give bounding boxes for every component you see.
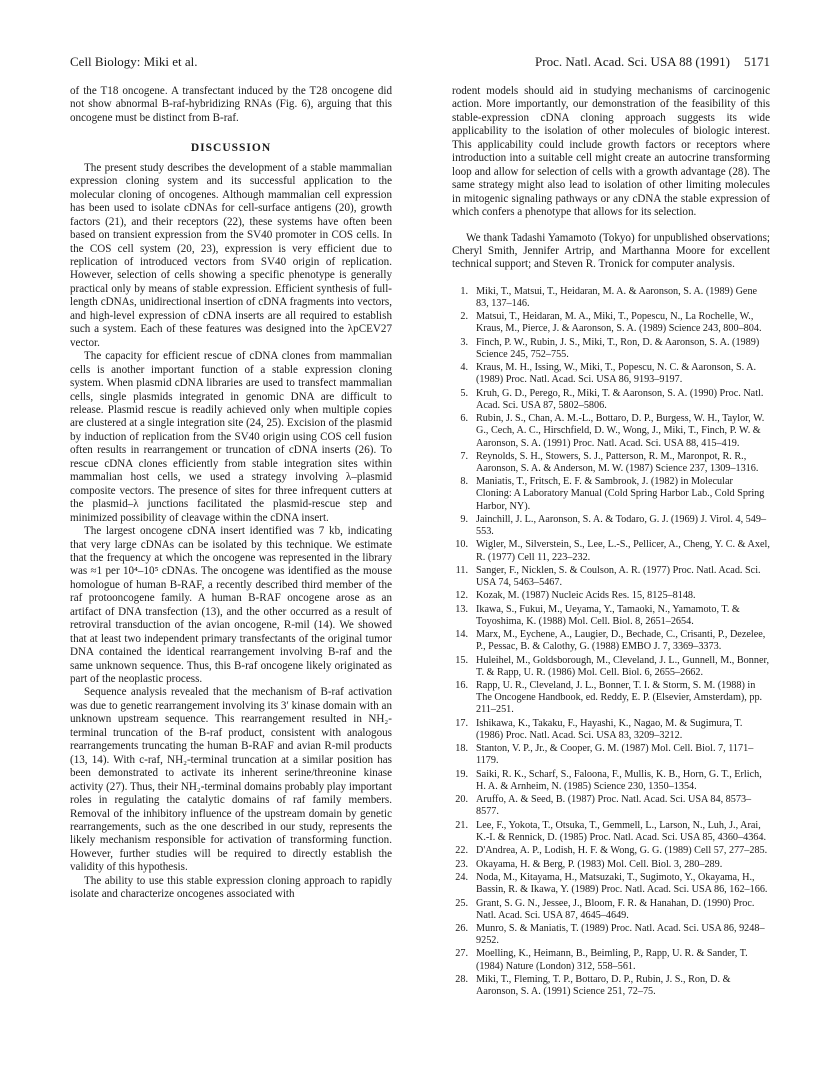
reference-number: 2. xyxy=(460,311,468,323)
reference-text: Miki, T., Matsui, T., Heidaran, M. A. & Aaronson, S. A. (1989) Gene 83, 137–146. xyxy=(476,285,758,309)
page-header xyxy=(70,54,770,74)
reference-number: 27. xyxy=(455,948,468,960)
results-paragraph-end: of the T18 oncogene. A transfectant induced by the T28 oncogene did not show abnormal B-raf-hybridizing RNAs (Fig. 6), arguing that this oncogene must be distinct from B-raf. xyxy=(70,85,392,124)
reference-text: Moelling, K., Heimann, B., Beimling, P., Rapp, U. R. & Sander, T. (1984) Nature (London) 312, 558–561. xyxy=(476,948,748,972)
reference-text: Matsui, T., Heidaran, M. A., Miki, T., Popescu, N., La Rochelle, W., Kraus, M., Pierce, J. & Aaronson, S. A. (1989) Science 243, 800–804. xyxy=(476,311,762,335)
reference-number: 7. xyxy=(460,450,468,462)
reference-item xyxy=(452,923,770,947)
reference-list xyxy=(452,286,770,998)
reference-item xyxy=(452,590,770,602)
reference-item xyxy=(452,859,770,871)
reference-number: 16. xyxy=(455,680,468,692)
reference-item xyxy=(452,476,770,512)
discussion-paragraph: The present study describes the development of a stable mammalian expression cloning system and its successful application to the molecular cloning of oncogenes. Although mammalian cell expression has been used to isolate cDNAs for cell-surface antigens (20), growth factors (21), and their receptors (22), these systems have often been based on transient expression from the SV40 promoter in COS cells. In the COS cell system (20, 23), expression is very efficient due to replication of introduced vectors from SV40 origin of replication. However, selection of cells showing a specific phenotype is generally practical only by means of stable expression. Efficient synthesis of full-length cDNAs, unidirectional insertion of cDNA fragments into vectors, and high-level expression of cDNA inserts are all required to establish such a system. Each of these features was designed into the λpCEV27 vector. xyxy=(70,161,392,349)
reference-item xyxy=(452,565,770,589)
reference-number: 8. xyxy=(460,476,468,488)
reference-number: 23. xyxy=(455,858,468,870)
reference-item xyxy=(452,604,770,628)
reference-item xyxy=(452,794,770,818)
discussion-paragraph: Sequence analysis revealed that the mechanism of B-raf activation was due to genetic rearrangement involving its 3′ kinase domain with an unknown upstream sequence. This rearrangement resulted in NH₂-terminal truncation of the B-raf product, consistent with analogous rearrangements truncating the human B-RAF and avian R-mil products (13, 14). With c-raf, NH₂-terminal truncation at a similar position has been demonstrated to activate its inherent serine/threonine kinase activity (27). Thus, their NH₂-terminal domains probably play important roles in regulating the catalytic domains of raf family members. Removal of the inhibitory influence of the upstream domain by genetic rearrangements, such as the one described in our study, represents the likely mechanism responsible for activation of transforming function. However, further studies will be required to directly establish the validity of this hypothesis. xyxy=(70,686,392,874)
reference-text: Ikawa, S., Fukui, M., Ueyama, Y., Tamaoki, N., Yamamoto, T. & Toyoshima, K. (1988) Mol. Cell. Biol. 8, 2651–2654. xyxy=(476,603,740,627)
reference-text: Saiki, R. K., Scharf, S., Faloona, F., Mullis, K. B., Horn, G. T., Erlich, H. A. & Arnheim, N. (1985) Science 230, 1350–1354. xyxy=(476,768,762,792)
reference-text: Wigler, M., Silverstein, S., Lee, L.-S., Pellicer, A., Cheng, Y. C. & Axel, R. (1977) Cell 11, 223–232. xyxy=(476,539,770,563)
reference-item xyxy=(452,680,770,716)
reference-text: Ishikawa, K., Takaku, F., Hayashi, K., Nagao, M. & Sugimura, T. (1986) Proc. Natl. Acad. Sci. USA 83, 3209–3212. xyxy=(476,717,743,741)
reference-number: 14. xyxy=(455,629,468,641)
reference-text: Jainchill, J. L., Aaronson, S. A. & Todaro, G. J. (1969) J. Virol. 4, 549–553. xyxy=(476,513,767,538)
reference-number: 17. xyxy=(455,717,468,729)
reference-number: 1. xyxy=(460,285,468,297)
reference-text: Marx, M., Eychene, A., Laugier, D., Bechade, C., Crisanti, P., Dezelee, P., Pessac, B. & Calothy, G. (1988) EMBO J. 7, 3369–3373. xyxy=(476,629,766,653)
reference-text: Rubin, J. S., Chan, A. M.-L., Bottaro, D. P., Burgess, W. H., Taylor, W. G., Cech, A. C., Hirschfield, D. W., Wong, J., Miki, T., Finch, P. W. & Aaronson, S. A. (1991) Proc. Natl. Acad. Sci. USA 88, 415–419. xyxy=(476,413,765,449)
reference-text: Kruh, G. D., Perego, R., Miki, T. & Aaronson, S. A. (1990) Proc. Natl. Acad. Sci. USA 87, 5802–5806. xyxy=(476,387,764,411)
reference-item xyxy=(452,820,770,844)
reference-number: 25. xyxy=(455,897,468,909)
reference-item xyxy=(452,769,770,793)
reference-text: Miki, T., Fleming, T. P., Bottaro, D. P., Rubin, J. S., Ron, D. & Aaronson, S. A. (1991) Science 251, 72–75. xyxy=(476,973,731,998)
page-number: 5171 xyxy=(744,54,770,69)
running-title: Cell Biology: Miki et al. xyxy=(70,54,198,69)
reference-text: Reynolds, S. H., Stowers, S. J., Patterson, R. M., Maronpot, R. R., Aaronson, S. A. & Anderson, M. W. (1987) Science 237, 1309–1316. xyxy=(476,450,759,474)
reference-text: Lee, F., Yokota, T., Otsuka, T., Gemmell, L., Larson, N., Luh, J., Arai, K.-I. & Rennick, D. (1985) Proc. Natl. Acad. Sci. USA 85, 4360–4364. xyxy=(476,819,767,843)
reference-number: 21. xyxy=(455,819,468,831)
reference-item xyxy=(452,845,770,857)
reference-number: 18. xyxy=(455,743,468,755)
reference-text: Okayama, H. & Berg, P. (1983) Mol. Cell. Biol. 3, 280–289. xyxy=(476,858,723,870)
reference-number: 15. xyxy=(455,654,468,666)
reference-number: 9. xyxy=(460,513,468,525)
reference-text: D'Andrea, A. P., Lodish, H. F. & Wong, G. G. (1989) Cell 57, 277–285. xyxy=(476,845,768,857)
journal-name: Proc. Natl. Acad. Sci. USA 88 (1991) xyxy=(535,54,730,69)
reference-item xyxy=(452,655,770,679)
discussion-paragraph: The ability to use this stable expression cloning approach to rapidly isolate and characterize oncogenes associated with xyxy=(70,874,392,901)
reference-text: Grant, S. G. N., Jessee, J., Bloom, F. R. & Hanahan, D. (1990) Proc. Natl. Acad. Sci. USA 87, 4645–4649. xyxy=(476,897,755,921)
reference-text: Rapp, U. R., Cleveland, J. L., Bonner, T. I. & Storm, S. M. (1988) in The Oncogene Handbook, ed. Reddy, E. P. (Elsevier, Amsterdam), pp. 211–251. xyxy=(476,680,763,716)
acknowledgment: We thank Tadashi Yamamoto (Tokyo) for unpublished observations; Cheryl Smith, Jennifer Artrip, and Marthanna Moore for excellent technical support; and Steven R. Tronick for computer analysis. xyxy=(452,231,770,271)
reference-item xyxy=(452,337,770,361)
reference-text: Huleihel, M., Goldsborough, M., Cleveland, J. L., Gunnell, M., Bonner, T. & Rapp, U. R. (1986) Mol. Cell. Biol. 6, 2655–2662. xyxy=(476,654,770,678)
reference-text: Munro, S. & Maniatis, T. (1989) Proc. Natl. Acad. Sci. USA 86, 9248–9252. xyxy=(476,923,765,947)
reference-item xyxy=(452,629,770,653)
reference-number: 26. xyxy=(455,923,468,934)
right-column xyxy=(452,85,770,999)
discussion-paragraph-continued: rodent models should aid in studying mechanisms of carcinogenic action. More importantly, our demonstration of the feasibility of this stable-expression cDNA cloning approach suggests its wide applicability to the isolation of other molecules of biologic interest. This applicability could include growth factors or receptors where introduction into a suitable cell might create an autocrine transforming loop and allow for selection of cells with a growth advantage (28). The same strategy might also lead to isolation of other limiting molecules in mitogenic signaling pathways or any cDNA the stable expression of which confers a phenotype that allows for its selection. xyxy=(452,85,770,219)
reference-text: Sanger, F., Nicklen, S. & Coulson, A. R. (1977) Proc. Natl. Acad. Sci. USA 74, 5463–5467. xyxy=(476,564,761,589)
reference-item xyxy=(452,311,770,335)
reference-number: 12. xyxy=(455,590,468,602)
reference-number: 20. xyxy=(455,794,468,806)
reference-number: 11. xyxy=(455,564,468,576)
reference-text: Kozak, M. (1987) Nucleic Acids Res. 15, 8125–8148. xyxy=(476,590,696,602)
reference-item xyxy=(452,539,770,563)
discussion-paragraph: The largest oncogene cDNA insert identified was 7 kb, indicating that very large cDNAs can be isolated by this technique. We estimate that the frequency at which the oncogene was represented in the library was ≈1 per 10⁴–10⁵ cDNAs. The oncogene was identified as the mouse homologue of human B-RAF, a recently described third member of the raf protooncogene family. A human B-RAF oncogene arose as an artifact of DNA transfection (13), and the other occurred as a result of retroviral transduction of the avian oncogene, R-mil (14). We showed that at least two independent primary transfectants of the original tumor DNA contained the identical rearrangement involving B-raf and the same unknown sequence. Thus, this B-raf oncogene likely originated as part of the neoplastic process. xyxy=(70,525,392,686)
reference-number: 28. xyxy=(455,973,468,985)
reference-item xyxy=(452,743,770,767)
reference-number: 19. xyxy=(455,768,468,780)
reference-number: 5. xyxy=(460,387,468,399)
reference-number: 24. xyxy=(455,872,468,884)
journal-citation xyxy=(535,54,770,70)
reference-item xyxy=(452,872,770,896)
reference-item xyxy=(452,362,770,386)
reference-item xyxy=(452,413,770,449)
reference-item xyxy=(452,718,770,742)
discussion-heading: DISCUSSION xyxy=(190,142,272,155)
reference-item xyxy=(452,948,770,972)
reference-item xyxy=(452,388,770,412)
reference-text: Aruffo, A. & Seed, B. (1987) Proc. Natl. Acad. Sci. USA 84, 8573–8577. xyxy=(476,794,752,818)
reference-number: 3. xyxy=(460,336,468,348)
reference-item xyxy=(452,974,770,998)
reference-text: Finch, P. W., Rubin, J. S., Miki, T., Ron, D. & Aaronson, S. A. (1989) Science 245, 752–755. xyxy=(476,336,760,360)
discussion-paragraph: The capacity for efficient rescue of cDNA clones from mammalian cells is another important function of a stable expression cloning system. When plasmid cDNA libraries are used to transfect mammalian cells, single plasmids integrated in genomic DNA are difficult to release. Plasmid rescue is readily achieved only when multiple copies are clustered at a single integration site (24, 25). Excision of the plasmid by induction of replication from the SV40 origin using COS cell fusion often results in rearrangement or truncation of cDNA inserts (26). To rescue cDNA clones efficiently from stable integration sites within mammalian host cells, we used a strategy involving λ–plasmid composite vectors. The presence of sites for three infrequent cutters at the plasmid–λ junctions facilitated the plasmid-rescue step and minimized possibility of cleavage within the cDNA insert. xyxy=(70,350,392,524)
reference-number: 10. xyxy=(455,539,468,551)
reference-number: 6. xyxy=(460,413,468,425)
left-column xyxy=(70,85,392,902)
reference-text: Kraus, M. H., Issing, W., Miki, T., Popescu, N. C. & Aaronson, S. A. (1989) Proc. Natl. Acad. Sci. USA 86, 9193–9197. xyxy=(476,362,757,386)
reference-number: 4. xyxy=(460,362,468,374)
reference-item xyxy=(452,451,770,475)
reference-text: Noda, M., Kitayama, H., Matsuzaki, T., Sugimoto, Y., Okayama, H., Bassin, R. & Ikawa, Y. (1989) Proc. Natl. Acad. Sci. USA 86, 162–166. xyxy=(476,872,768,896)
reference-item xyxy=(452,514,770,538)
reference-text: Stanton, V. P., Jr., & Cooper, G. M. (1987) Mol. Cell. Biol. 7, 1171–1179. xyxy=(476,743,754,767)
reference-text: Maniatis, T., Fritsch, E. F. & Sambrook, J. (1982) in Molecular Cloning: A Laboratory Manual (Cold Spring Harbor Lab., Cold Spring Harbor, NY). xyxy=(476,476,765,512)
reference-item xyxy=(452,286,770,310)
reference-number: 22. xyxy=(455,845,468,857)
reference-item xyxy=(452,898,770,922)
reference-number: 13. xyxy=(455,603,468,615)
